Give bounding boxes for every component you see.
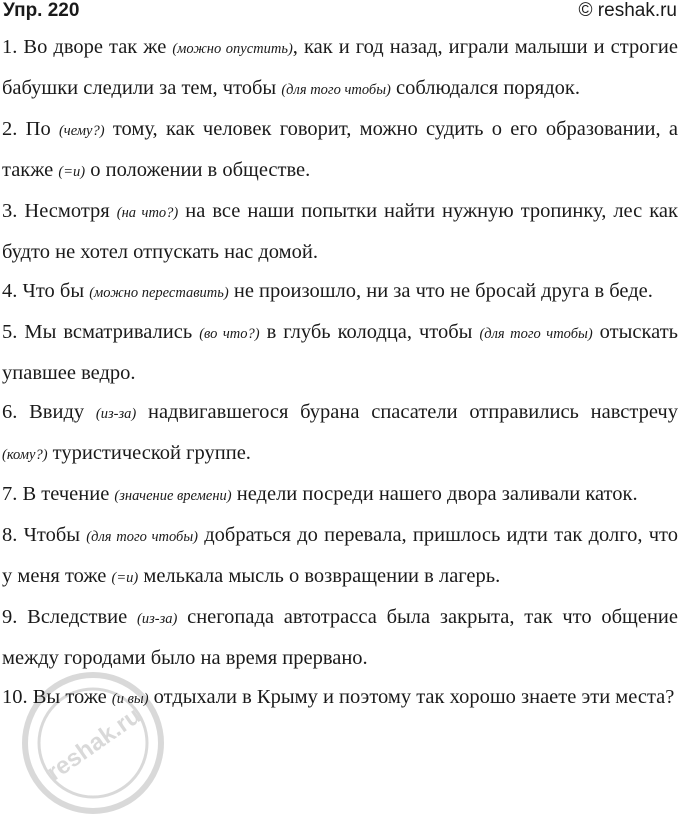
sentence-text: 7. В течение bbox=[2, 483, 115, 505]
grammar-note: (=и) bbox=[111, 570, 139, 586]
exercise-item bbox=[2, 192, 678, 272]
exercise-text bbox=[2, 28, 678, 719]
sentence-text: 3. Несмотря bbox=[2, 200, 117, 222]
grammar-note: (и вы) bbox=[111, 691, 149, 707]
exercise-item bbox=[2, 475, 678, 516]
grammar-note: (значение времени) bbox=[114, 488, 232, 504]
sentence-text: 5. Мы всматривались bbox=[2, 321, 200, 343]
grammar-note: (для того чтобы) bbox=[281, 82, 391, 98]
grammar-note: (=и) bbox=[58, 164, 86, 180]
sentence-text: в глубь колодца, чтобы bbox=[259, 321, 480, 343]
sentence-text: 9. Вследствие bbox=[2, 606, 137, 628]
sentence-text: отыскать упавшее ведро. bbox=[2, 321, 678, 384]
exercise-item bbox=[2, 110, 678, 192]
grammar-note: (кому?) bbox=[2, 447, 48, 463]
watermark-text: reshak.ru bbox=[41, 702, 146, 787]
exercise-item bbox=[2, 393, 678, 475]
sentence-text: добраться до перевала, пришлось идти так долго, что у меня тоже bbox=[2, 524, 678, 587]
exercise-item bbox=[2, 678, 678, 719]
page-header bbox=[0, 0, 680, 30]
sentence-text: 6. Ввиду bbox=[2, 401, 96, 423]
sentence-text: 10. Вы тоже bbox=[2, 686, 112, 708]
grammar-note: (из-за) bbox=[137, 611, 178, 627]
sentence-text: тому, как человек говорит, можно судить о его образовании, а также bbox=[2, 118, 678, 181]
sentence-text: надвигавшегося бурана спасатели отправились навстречу bbox=[136, 401, 678, 423]
grammar-note: (для того чтобы) bbox=[479, 326, 593, 342]
grammar-note: (на что?) bbox=[116, 205, 179, 221]
sentence-text: снегопада автотрасса была закрыта, так что общение между городами было на время прервано. bbox=[2, 606, 678, 669]
grammar-note: (для того чтобы) bbox=[86, 529, 198, 545]
sentence-text: 4. Что бы bbox=[2, 280, 90, 302]
sentence-text: отдыхали в Крыму и поэтому так хорошо знаете эти места? bbox=[148, 686, 675, 708]
exercise-item bbox=[2, 598, 678, 678]
grammar-note: (можно переставить) bbox=[89, 285, 229, 301]
exercise-item bbox=[2, 516, 678, 598]
sentence-text: соблюдался порядок. bbox=[390, 77, 580, 99]
exercise-item bbox=[2, 272, 678, 313]
sentence-text: недели посреди нашего двора заливали каток. bbox=[231, 483, 638, 505]
exercise-item bbox=[2, 28, 678, 110]
grammar-note: (чему?) bbox=[58, 123, 105, 139]
source-label: © reshak.ru bbox=[578, 0, 677, 21]
sentence-text: , как и год назад, играли малыши и строгие бабушки следили за тем, чтобы bbox=[2, 36, 678, 99]
exercise-title: Упр. 220 bbox=[3, 0, 80, 21]
sentence-text: 1. Во дворе так же bbox=[2, 36, 173, 58]
grammar-note: (во что?) bbox=[199, 326, 260, 342]
grammar-note: (из-за) bbox=[95, 406, 137, 422]
sentence-text: на все наши попытки найти нужную тропинку, лес как будто не хотел отпускать нас домой. bbox=[2, 200, 678, 263]
sentence-text: о положении в обществе. bbox=[85, 159, 311, 181]
sentence-text: 2. По bbox=[2, 118, 59, 140]
sentence-text: 8. Чтобы bbox=[2, 524, 87, 546]
sentence-text: туристической группе. bbox=[47, 442, 251, 464]
sentence-text: не произошло, ни за что не бросай друга в беде. bbox=[228, 280, 653, 302]
exercise-item bbox=[2, 313, 678, 393]
grammar-note: (можно опустить) bbox=[172, 41, 293, 57]
sentence-text: мелькала мысль о возвращении в лагерь. bbox=[138, 565, 501, 587]
